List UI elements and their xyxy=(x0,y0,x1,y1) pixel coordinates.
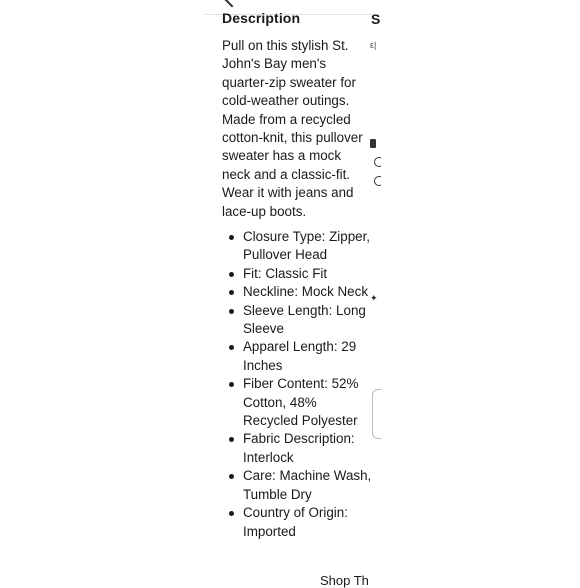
detail-item: Fabric Description: Interlock xyxy=(222,430,372,467)
detail-item: Fiber Content: 52% Cotton, 48% Recycled Polyester xyxy=(222,375,372,430)
detail-item: Care: Machine Wash, Tumble Dry xyxy=(222,467,372,504)
detail-item: Country of Origin: Imported xyxy=(222,504,372,541)
product-description: Pull on this stylish St. John's Bay men's quarter-zip sweater for cold-weather outings. Made from a recycled cotton-knit, this pullover sweater has a mock neck and a classic-fit. Wear it with jeans and lace-up boots. xyxy=(222,38,363,219)
radio-icon[interactable] xyxy=(374,157,381,167)
side-card[interactable] xyxy=(372,389,381,439)
shop-the-look-link[interactable]: Shop Th xyxy=(320,573,369,588)
detail-item: Sleeve Length: Long Sleeve xyxy=(222,302,372,339)
section-title: Description xyxy=(222,10,301,26)
detail-item: Fit: Classic Fit xyxy=(222,265,372,283)
chevron-icon[interactable] xyxy=(224,0,241,7)
side-panel-heading: S xyxy=(371,11,381,27)
detail-item: Apparel Length: 29 Inches xyxy=(222,338,372,375)
detail-item: Closure Type: Zipper, Pullover Head xyxy=(222,228,372,265)
sparkle-icon: ✦ xyxy=(370,293,378,303)
radio-icon[interactable] xyxy=(374,176,381,186)
detail-item: Neckline: Mock Neck xyxy=(222,283,372,301)
side-panel-text: ε| xyxy=(370,40,377,50)
side-panel-clipped xyxy=(369,0,381,580)
product-details-list xyxy=(222,228,372,541)
phone-icon xyxy=(370,139,376,148)
